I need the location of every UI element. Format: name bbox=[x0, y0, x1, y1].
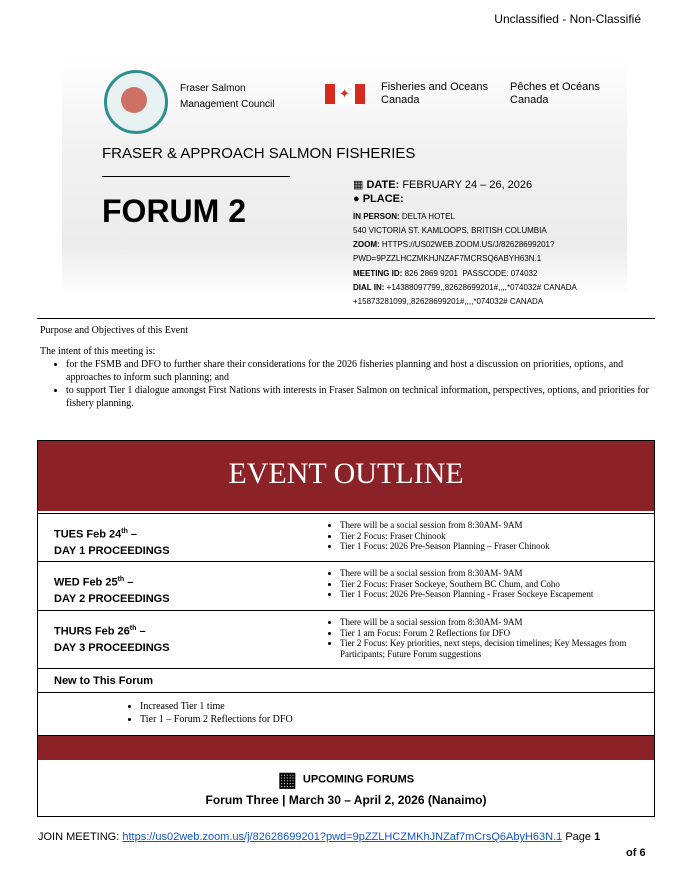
zoom-label: ZOOM: bbox=[353, 240, 380, 250]
address: 540 VICTORIA ST. KAMLOOPS, BRITISH COLUMBIA bbox=[353, 225, 547, 235]
divider bbox=[37, 318, 655, 319]
fsmc-logo bbox=[104, 70, 168, 134]
day-item: • There will be a social session from 8:30AM- 9AM bbox=[340, 617, 670, 628]
day-label: DAY 1 PROCEEDINGS bbox=[54, 544, 170, 557]
zoom-link[interactable]: HTTPS://US02WEB.ZOOM.US/J/82628699201? bbox=[381, 240, 555, 250]
org-name-line: Fisheries and Oceans bbox=[381, 81, 488, 93]
day-sup: th bbox=[117, 576, 125, 583]
org-name-line: Pêches et Océans bbox=[510, 81, 600, 93]
day-date: TUES Feb 24 bbox=[54, 528, 122, 541]
join-label: JOIN MEETING: bbox=[38, 831, 120, 843]
passcode: PASSCODE: 074032 bbox=[462, 268, 538, 278]
new-item: • Increased Tier 1 time bbox=[140, 700, 470, 713]
calendar-icon: ▦ bbox=[277, 769, 297, 791]
day-row bbox=[38, 513, 654, 562]
in-person-value: DELTA HOTEL bbox=[401, 211, 455, 221]
meeting-id-label: MEETING ID: bbox=[353, 268, 403, 278]
org-name-line: Canada bbox=[510, 94, 549, 106]
event-info bbox=[353, 178, 577, 310]
join-meeting-link[interactable]: https://us02web.zoom.us/j/82628699201?pwd=9pZZLHCZMKhJNZaf7mCrsQ6AbyH63N.1 bbox=[122, 831, 563, 843]
upcoming-forum: Forum Three | March 30 – April 2, 2026 (Nanaimo) bbox=[205, 793, 487, 807]
day-item: • There will be a social session from 8:30AM- 9AM bbox=[340, 568, 670, 579]
purpose-bullet: • for the FSMB and DFO to further share their considerations for the 2026 fisheries planning and host a discussion on priorities, options, and approaches to inform such planning; and bbox=[66, 358, 655, 384]
day-date: THURS Feb 26 bbox=[54, 625, 130, 638]
purpose-bullet: • to support Tier 1 dialogue amongst First Nations with interests in Fraser Salmon on technical information, perspectives, options, and priorities for fishery planning. bbox=[66, 384, 655, 410]
new-heading-row bbox=[38, 668, 654, 693]
purpose-intro: The intent of this meeting is: bbox=[40, 346, 156, 357]
day-item: • Tier 2 Focus: Key priorities, next steps, decision timelines; Key Messages from Participants; Future Forum suggestions bbox=[340, 638, 670, 659]
day-item: • Tier 1 Focus: 2026 Pre-Season Planning - Fraser Sockeye Escapement bbox=[340, 589, 670, 600]
day-item: • Tier 2 Focus: Fraser Chinook bbox=[340, 531, 670, 542]
page-number: 1 bbox=[594, 831, 601, 843]
canada-flag-icon: ✦ bbox=[325, 84, 365, 104]
day-item: • There will be a social session from 8:30AM- 9AM bbox=[340, 520, 670, 531]
location-pin-icon: ● bbox=[353, 193, 363, 206]
day-row bbox=[38, 561, 654, 611]
page-total: of 6 bbox=[626, 847, 646, 859]
date-value: FEBRUARY 24 – 26, 2026 bbox=[402, 179, 533, 191]
upcoming-label: UPCOMING FORUMS bbox=[302, 773, 415, 786]
org-name-line: Canada bbox=[381, 94, 420, 106]
org-name-line: Fraser Salmon bbox=[180, 83, 246, 94]
event-outline-table bbox=[37, 440, 655, 817]
day-item: • Tier 2 Focus: Fraser Sockeye, Southern BC Chum, and Coho bbox=[340, 579, 670, 590]
in-person-label: IN PERSON: bbox=[353, 211, 400, 221]
fsmc-name bbox=[180, 81, 275, 113]
event-outline-title: EVENT OUTLINE bbox=[38, 441, 654, 511]
day-item: • Tier 1 Focus: 2026 Pre-Season Planning – Fraser Chinook bbox=[340, 541, 670, 552]
new-items-row bbox=[38, 692, 654, 736]
event-title: FRASER & APPROACH SALMON FISHERIES bbox=[102, 145, 416, 162]
day-row bbox=[38, 610, 654, 669]
day-sup: th bbox=[121, 528, 128, 535]
dial-in-number: +15873281099,,82628699201#,,,,*074032# CANADA bbox=[353, 297, 544, 307]
new-item: • Tier 1 – Forum 2 Reflections for DFO bbox=[140, 713, 470, 726]
upcoming-forums-heading bbox=[38, 767, 654, 792]
zoom-link-cont[interactable]: PWD=9PZZLHCZMKHJNZAF7MCRSQ6ABYH63N.1 bbox=[353, 254, 542, 264]
purpose-section bbox=[40, 325, 655, 410]
dfo-name-en bbox=[381, 81, 488, 107]
org-name-line: Management Council bbox=[180, 99, 275, 110]
dfo-name-fr bbox=[510, 81, 600, 107]
forum-title: FORUM 2 bbox=[102, 193, 246, 229]
dial-in-label: DIAL IN: bbox=[353, 283, 385, 293]
day-date: WED Feb 25 bbox=[54, 576, 118, 589]
date-label: DATE: bbox=[366, 179, 400, 191]
day-item: • Tier 1 am Focus: Forum 2 Reflections for DFO bbox=[340, 628, 670, 639]
red-separator bbox=[38, 735, 654, 760]
purpose-heading: Purpose and Objectives of this Event bbox=[40, 325, 189, 336]
dial-in-number: +14388097799,,82628699201#,,,,*074032# CANADA bbox=[386, 283, 577, 293]
day-label: DAY 2 PROCEEDINGS bbox=[54, 592, 170, 605]
page-label: Page bbox=[565, 831, 592, 843]
day-label: DAY 3 PROCEEDINGS bbox=[54, 641, 170, 654]
dash: – bbox=[127, 528, 138, 541]
calendar-icon: ▦ bbox=[353, 179, 367, 191]
footer bbox=[38, 831, 600, 843]
new-heading: New to This Forum bbox=[54, 675, 153, 687]
classification-label: Unclassified - Non-Classifié bbox=[494, 12, 641, 26]
day-sup: th bbox=[129, 625, 137, 632]
place-label: PLACE: bbox=[362, 193, 404, 206]
dash: – bbox=[136, 625, 146, 638]
divider bbox=[102, 176, 290, 177]
meeting-id: 826 2869 9201 bbox=[404, 268, 458, 278]
dash: – bbox=[124, 576, 134, 589]
